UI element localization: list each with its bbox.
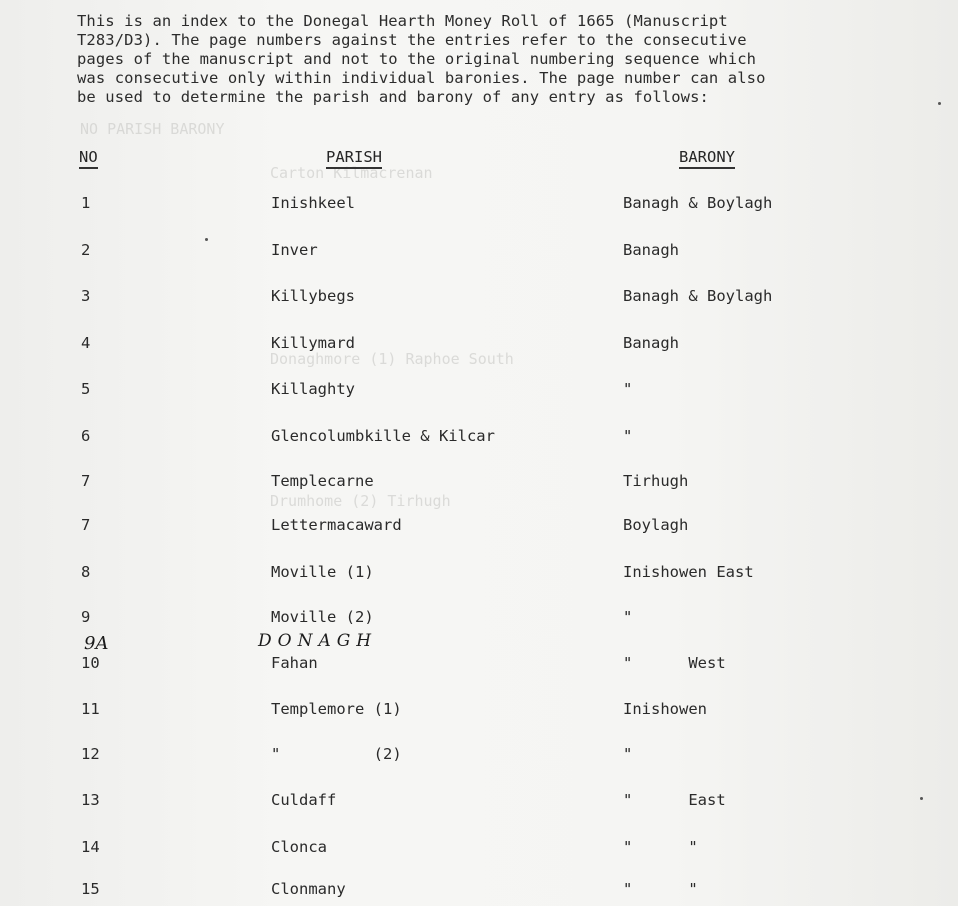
table-row — [0, 194, 958, 216]
row-parish: Lettermacaward — [271, 516, 402, 534]
row-parish: Killymard — [271, 334, 355, 352]
table-row — [0, 241, 958, 263]
table-row — [0, 838, 958, 860]
row-number: 14 — [81, 838, 100, 856]
row-parish: Inishkeel — [271, 194, 355, 212]
row-barony: " " — [623, 880, 698, 898]
bleedthrough-header: NO PARISH BARONY — [80, 120, 225, 138]
column-header-parish: PARISH — [326, 148, 382, 166]
bleedthrough-text: Donaghmore (1) Raphoe South — [270, 350, 514, 368]
row-barony: " East — [623, 791, 726, 809]
table-row — [0, 516, 958, 538]
row-barony: Inishowen — [623, 700, 707, 718]
bleedthrough-text: Drumhome (2) Tirhugh — [270, 492, 451, 510]
speck — [205, 238, 208, 241]
row-barony: " " — [623, 838, 698, 856]
row-number: 5 — [81, 380, 91, 398]
row-number: 15 — [81, 880, 100, 898]
table-row — [0, 334, 958, 356]
row-parish: Clonmany — [271, 880, 346, 898]
row-parish: Inver — [271, 241, 318, 259]
row-parish: Fahan — [271, 654, 318, 672]
intro-paragraph: This is an index to the Donegal Hearth Money Roll of 1665 (Manuscript T283/D3). The page numbers against the entries refer to the consecutive pages of the manuscript and not to the original numbering sequence which was consecutive only within individual baronies. The page number can also be used to determine the parish and barony of any entry as follows: — [77, 12, 766, 106]
column-header-no: NO — [79, 148, 98, 166]
table-row — [0, 700, 958, 722]
row-number: 9 — [81, 608, 91, 626]
row-number: 7 — [81, 516, 91, 534]
table-row — [0, 427, 958, 449]
row-parish: Clonca — [271, 838, 327, 856]
row-barony: Tirhugh — [623, 472, 689, 490]
row-parish: Moville (2) — [271, 608, 374, 626]
table-row — [0, 472, 958, 494]
row-number: 6 — [81, 427, 91, 445]
row-barony: Inishowen East — [623, 563, 754, 581]
row-number: 11 — [81, 700, 100, 718]
table-row — [0, 287, 958, 309]
row-barony: Banagh — [623, 241, 679, 259]
column-header-barony: BARONY — [679, 148, 735, 166]
row-barony: Boylagh — [623, 516, 689, 534]
row-barony: Banagh — [623, 334, 679, 352]
row-number: 1 — [81, 194, 91, 212]
table-row — [0, 380, 958, 402]
bleedthrough-text: Carton Kilmacrenan — [270, 164, 433, 182]
speck — [938, 102, 941, 105]
handwritten-page-number: 9A — [84, 633, 109, 654]
row-number: 10 — [81, 654, 100, 672]
row-barony: Banagh & Boylagh — [623, 194, 773, 212]
row-barony: " West — [623, 654, 726, 672]
row-number: 3 — [81, 287, 91, 305]
row-number: 2 — [81, 241, 91, 259]
row-parish: Templecarne — [271, 472, 374, 490]
row-parish: Culdaff — [271, 791, 337, 809]
row-parish: Moville (1) — [271, 563, 374, 581]
row-parish: Templemore (1) — [271, 700, 402, 718]
row-number: 8 — [81, 563, 91, 581]
table-row — [0, 791, 958, 813]
row-number: 12 — [81, 745, 100, 763]
row-barony: " — [623, 427, 633, 445]
table-row — [0, 880, 958, 902]
row-barony: Banagh & Boylagh — [623, 287, 773, 305]
row-barony: " — [623, 608, 633, 626]
row-parish: Killaghty — [271, 380, 355, 398]
row-parish: Killybegs — [271, 287, 355, 305]
row-parish: " (2) — [271, 745, 402, 763]
speck — [920, 797, 923, 800]
handwritten-parish: DONAGH — [258, 631, 378, 651]
table-row — [0, 654, 958, 676]
row-barony: " — [623, 745, 633, 763]
row-parish: Glencolumbkille & Kilcar — [271, 427, 495, 445]
row-number: 4 — [81, 334, 91, 352]
row-barony: " — [623, 380, 633, 398]
table-row — [0, 563, 958, 585]
row-number: 7 — [81, 472, 91, 490]
table-row — [0, 608, 958, 630]
row-number: 13 — [81, 791, 100, 809]
table-row — [0, 745, 958, 767]
